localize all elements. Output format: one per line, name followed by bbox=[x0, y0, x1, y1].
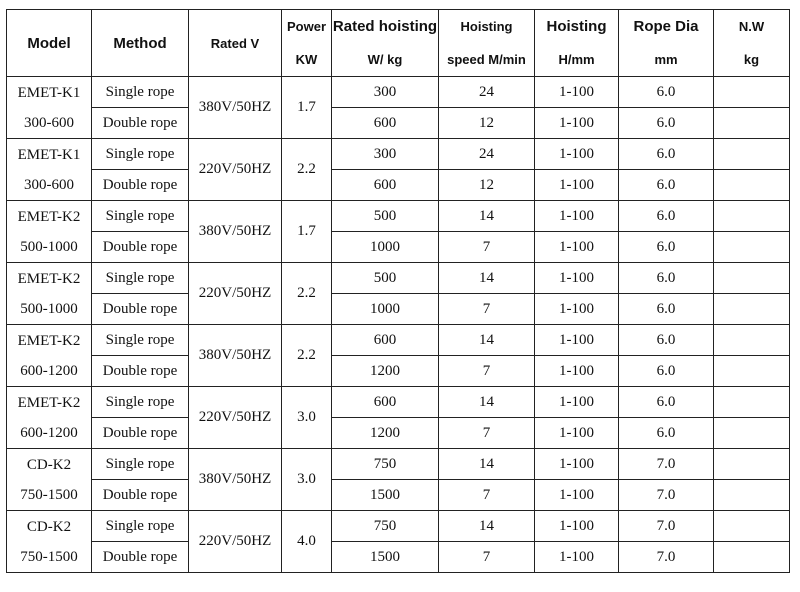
power-cell: 3.0 bbox=[282, 449, 332, 511]
speed-cell: 14 bbox=[439, 511, 535, 542]
model-load-range: 500-1000 bbox=[20, 238, 78, 255]
net-weight-cell bbox=[714, 387, 790, 418]
model-name: EMET-K2 bbox=[17, 270, 81, 287]
load-cell: 1500 bbox=[332, 542, 439, 573]
load-cell: 750 bbox=[332, 449, 439, 480]
speed-cell: 12 bbox=[439, 108, 535, 139]
method-cell: Single rope bbox=[92, 511, 189, 542]
model-name: EMET-K2 bbox=[17, 394, 81, 411]
table-row bbox=[7, 356, 790, 387]
power-cell: 2.2 bbox=[282, 325, 332, 387]
model-load-range: 750-1500 bbox=[20, 548, 78, 565]
rope-dia-cell: 7.0 bbox=[619, 449, 714, 480]
height-cell: 1-100 bbox=[535, 511, 619, 542]
net-weight-cell bbox=[714, 542, 790, 573]
net-weight-cell bbox=[714, 170, 790, 201]
rope-dia-cell: 7.0 bbox=[619, 480, 714, 511]
net-weight-cell bbox=[714, 263, 790, 294]
table-row bbox=[7, 294, 790, 325]
model-cell bbox=[7, 511, 92, 573]
header-rope-dia: Rope Dia bbox=[619, 10, 714, 44]
table-row bbox=[7, 511, 790, 542]
header-rated-v: Rated V bbox=[189, 10, 282, 77]
height-cell: 1-100 bbox=[535, 108, 619, 139]
voltage-cell: 380V/50HZ bbox=[189, 325, 282, 387]
load-cell: 750 bbox=[332, 511, 439, 542]
rope-dia-cell: 6.0 bbox=[619, 139, 714, 170]
table-header bbox=[7, 10, 790, 77]
net-weight-cell bbox=[714, 325, 790, 356]
rope-dia-cell: 6.0 bbox=[619, 170, 714, 201]
load-cell: 300 bbox=[332, 77, 439, 108]
model-load-range: 750-1500 bbox=[20, 486, 78, 503]
load-cell: 1200 bbox=[332, 418, 439, 449]
method-cell: Double rope bbox=[92, 232, 189, 263]
net-weight-cell bbox=[714, 480, 790, 511]
load-cell: 600 bbox=[332, 325, 439, 356]
rope-dia-cell: 6.0 bbox=[619, 108, 714, 139]
method-cell: Double rope bbox=[92, 294, 189, 325]
header-net-weight: N.W bbox=[714, 10, 790, 44]
rope-dia-cell: 6.0 bbox=[619, 387, 714, 418]
method-cell: Double rope bbox=[92, 480, 189, 511]
net-weight-cell bbox=[714, 356, 790, 387]
rope-dia-cell: 6.0 bbox=[619, 201, 714, 232]
rope-dia-cell: 6.0 bbox=[619, 232, 714, 263]
table-row bbox=[7, 139, 790, 170]
method-cell: Double rope bbox=[92, 108, 189, 139]
load-cell: 600 bbox=[332, 387, 439, 418]
model-load-range: 300-600 bbox=[24, 114, 74, 131]
header-model: Model bbox=[7, 10, 92, 77]
rope-dia-cell: 6.0 bbox=[619, 77, 714, 108]
method-cell: Single rope bbox=[92, 77, 189, 108]
height-cell: 1-100 bbox=[535, 170, 619, 201]
model-load-range: 300-600 bbox=[24, 176, 74, 193]
power-cell: 2.2 bbox=[282, 139, 332, 201]
load-cell: 1000 bbox=[332, 294, 439, 325]
load-cell: 300 bbox=[332, 139, 439, 170]
voltage-cell: 220V/50HZ bbox=[189, 139, 282, 201]
table-row bbox=[7, 108, 790, 139]
height-cell: 1-100 bbox=[535, 263, 619, 294]
net-weight-cell bbox=[714, 232, 790, 263]
speed-cell: 7 bbox=[439, 418, 535, 449]
height-cell: 1-100 bbox=[535, 201, 619, 232]
table-row bbox=[7, 170, 790, 201]
speed-cell: 7 bbox=[439, 232, 535, 263]
load-cell: 1200 bbox=[332, 356, 439, 387]
rope-dia-cell: 6.0 bbox=[619, 294, 714, 325]
header-speed-unit: speed M/min bbox=[439, 43, 535, 77]
model-name: CD-K2 bbox=[26, 518, 72, 535]
speed-cell: 14 bbox=[439, 325, 535, 356]
net-weight-cell bbox=[714, 418, 790, 449]
table-body bbox=[7, 77, 790, 573]
header-method: Method bbox=[92, 10, 189, 77]
header-hoisting-height: Hoisting bbox=[535, 10, 619, 44]
speed-cell: 24 bbox=[439, 139, 535, 170]
load-cell: 600 bbox=[332, 170, 439, 201]
height-cell: 1-100 bbox=[535, 542, 619, 573]
method-cell: Single rope bbox=[92, 263, 189, 294]
model-name: EMET-K1 bbox=[17, 146, 81, 163]
header-load-unit: W/ kg bbox=[332, 43, 439, 77]
model-cell bbox=[7, 77, 92, 139]
method-cell: Single rope bbox=[92, 139, 189, 170]
model-load-range: 500-1000 bbox=[20, 300, 78, 317]
speed-cell: 7 bbox=[439, 356, 535, 387]
header-hoisting-speed: Hoisting bbox=[439, 10, 535, 44]
method-cell: Single rope bbox=[92, 201, 189, 232]
table-row bbox=[7, 418, 790, 449]
speed-cell: 14 bbox=[439, 449, 535, 480]
rope-dia-cell: 6.0 bbox=[619, 263, 714, 294]
table-row bbox=[7, 263, 790, 294]
load-cell: 500 bbox=[332, 263, 439, 294]
speed-cell: 14 bbox=[439, 263, 535, 294]
model-cell bbox=[7, 387, 92, 449]
model-cell bbox=[7, 263, 92, 325]
header-rated-hoisting: Rated hoisting bbox=[332, 10, 439, 44]
height-cell: 1-100 bbox=[535, 325, 619, 356]
model-load-range: 600-1200 bbox=[20, 362, 78, 379]
net-weight-cell bbox=[714, 139, 790, 170]
net-weight-cell bbox=[714, 511, 790, 542]
method-cell: Double rope bbox=[92, 418, 189, 449]
power-cell: 3.0 bbox=[282, 387, 332, 449]
speed-cell: 7 bbox=[439, 542, 535, 573]
net-weight-cell bbox=[714, 108, 790, 139]
load-cell: 600 bbox=[332, 108, 439, 139]
height-cell: 1-100 bbox=[535, 449, 619, 480]
net-weight-cell bbox=[714, 294, 790, 325]
table-row bbox=[7, 449, 790, 480]
voltage-cell: 380V/50HZ bbox=[189, 77, 282, 139]
method-cell: Single rope bbox=[92, 325, 189, 356]
voltage-cell: 380V/50HZ bbox=[189, 201, 282, 263]
voltage-cell: 220V/50HZ bbox=[189, 263, 282, 325]
height-cell: 1-100 bbox=[535, 356, 619, 387]
rope-dia-cell: 7.0 bbox=[619, 542, 714, 573]
height-cell: 1-100 bbox=[535, 232, 619, 263]
net-weight-cell bbox=[714, 449, 790, 480]
method-cell: Double rope bbox=[92, 170, 189, 201]
header-nw-unit: kg bbox=[714, 43, 790, 77]
power-cell: 1.7 bbox=[282, 77, 332, 139]
rope-dia-cell: 6.0 bbox=[619, 325, 714, 356]
table-row bbox=[7, 201, 790, 232]
speed-cell: 12 bbox=[439, 170, 535, 201]
voltage-cell: 220V/50HZ bbox=[189, 511, 282, 573]
header-power-unit: KW bbox=[282, 43, 332, 77]
height-cell: 1-100 bbox=[535, 294, 619, 325]
hoist-spec-table bbox=[6, 9, 790, 573]
load-cell: 1500 bbox=[332, 480, 439, 511]
table-row bbox=[7, 542, 790, 573]
model-name: EMET-K1 bbox=[17, 84, 81, 101]
table-row bbox=[7, 325, 790, 356]
table-row bbox=[7, 480, 790, 511]
method-cell: Double rope bbox=[92, 356, 189, 387]
model-cell bbox=[7, 139, 92, 201]
height-cell: 1-100 bbox=[535, 418, 619, 449]
model-name: EMET-K2 bbox=[17, 208, 81, 225]
model-cell bbox=[7, 449, 92, 511]
net-weight-cell bbox=[714, 77, 790, 108]
power-cell: 1.7 bbox=[282, 201, 332, 263]
header-rope-unit: mm bbox=[619, 43, 714, 77]
model-load-range: 600-1200 bbox=[20, 424, 78, 441]
table-row bbox=[7, 232, 790, 263]
speed-cell: 7 bbox=[439, 294, 535, 325]
model-name: EMET-K2 bbox=[17, 332, 81, 349]
voltage-cell: 220V/50HZ bbox=[189, 387, 282, 449]
method-cell: Double rope bbox=[92, 542, 189, 573]
header-height-unit: H/mm bbox=[535, 43, 619, 77]
rope-dia-cell: 6.0 bbox=[619, 356, 714, 387]
method-cell: Single rope bbox=[92, 387, 189, 418]
speed-cell: 14 bbox=[439, 201, 535, 232]
height-cell: 1-100 bbox=[535, 387, 619, 418]
height-cell: 1-100 bbox=[535, 480, 619, 511]
model-cell bbox=[7, 201, 92, 263]
power-cell: 4.0 bbox=[282, 511, 332, 573]
rope-dia-cell: 7.0 bbox=[619, 511, 714, 542]
table-row bbox=[7, 387, 790, 418]
load-cell: 1000 bbox=[332, 232, 439, 263]
speed-cell: 14 bbox=[439, 387, 535, 418]
header-power: Power bbox=[282, 10, 332, 44]
model-name: CD-K2 bbox=[26, 456, 72, 473]
height-cell: 1-100 bbox=[535, 139, 619, 170]
model-cell bbox=[7, 325, 92, 387]
net-weight-cell bbox=[714, 201, 790, 232]
voltage-cell: 380V/50HZ bbox=[189, 449, 282, 511]
load-cell: 500 bbox=[332, 201, 439, 232]
method-cell: Single rope bbox=[92, 449, 189, 480]
speed-cell: 7 bbox=[439, 480, 535, 511]
height-cell: 1-100 bbox=[535, 77, 619, 108]
power-cell: 2.2 bbox=[282, 263, 332, 325]
table-row bbox=[7, 77, 790, 108]
rope-dia-cell: 6.0 bbox=[619, 418, 714, 449]
speed-cell: 24 bbox=[439, 77, 535, 108]
